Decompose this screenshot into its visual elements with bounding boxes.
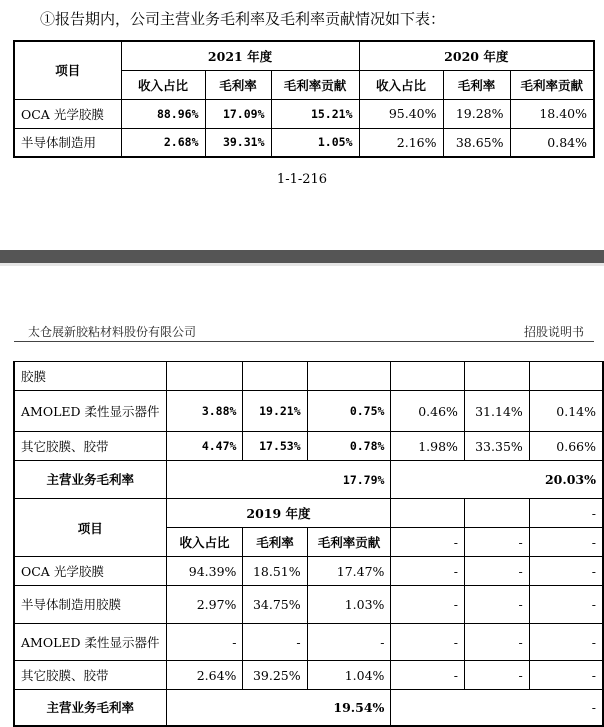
cell: 0.46% — [391, 391, 464, 432]
year-2019-header: 2019 年度 — [166, 499, 391, 528]
cell — [166, 362, 243, 391]
cell: 1.03% — [307, 586, 391, 624]
col-header: 毛利率贡献 — [307, 528, 391, 557]
total-value-2021: 17.79% — [166, 461, 391, 499]
cell — [464, 362, 529, 391]
cell: - — [529, 624, 603, 661]
total-row — [14, 690, 603, 726]
row-label: OCA 光学胶膜 — [14, 99, 121, 128]
table-row — [14, 661, 603, 690]
cell: 88.96% — [121, 99, 205, 128]
cell: 39.25% — [243, 661, 307, 690]
year-2020-header: 2020 年度 — [359, 41, 594, 70]
cell: 18.40% — [510, 99, 594, 128]
cell: 1.05% — [271, 128, 359, 157]
row-label: 其它胶膜、胶带 — [14, 661, 166, 690]
cell: 3.88% — [166, 391, 243, 432]
col-header: 毛利率 — [205, 70, 271, 99]
cell: - — [464, 557, 529, 586]
cell: 1.98% — [391, 432, 464, 461]
table-row — [14, 99, 594, 128]
cell: 0.84% — [510, 128, 594, 157]
cell: - — [391, 528, 464, 557]
cell: - — [529, 586, 603, 624]
cell: 38.65% — [443, 128, 510, 157]
document-title: 招股说明书 — [523, 325, 584, 339]
cell: 34.75% — [243, 586, 307, 624]
col-header: 毛利率 — [243, 528, 307, 557]
cell: 31.14% — [464, 391, 529, 432]
row-label: OCA 光学胶膜 — [14, 557, 166, 586]
header-row-years — [14, 41, 594, 70]
row-label: 其它胶膜、胶带 — [14, 432, 166, 461]
cell — [529, 362, 603, 391]
cell: - — [391, 586, 464, 624]
cell: - — [391, 624, 464, 661]
cell: 94.39% — [166, 557, 243, 586]
intro-text: ①报告期内，公司主营业务毛利率及毛利率贡献情况如下表： — [40, 10, 446, 28]
cell: 19.28% — [443, 99, 510, 128]
cell: 15.21% — [271, 99, 359, 128]
cell: - — [307, 624, 391, 661]
table-row — [14, 362, 603, 391]
gross-margin-table-part1 — [13, 40, 595, 158]
row-label: 半导体制造用胶膜 — [14, 586, 166, 624]
cell — [307, 362, 391, 391]
cell: - — [464, 528, 529, 557]
cell: 4.47% — [166, 432, 243, 461]
cell: 95.40% — [359, 99, 443, 128]
cell: - — [529, 528, 603, 557]
table-row — [14, 624, 603, 661]
cell: 39.31% — [205, 128, 271, 157]
gross-margin-table-part2 — [13, 361, 604, 727]
cell — [243, 362, 307, 391]
company-name: 太仓展新胶粘材料股份有限公司 — [28, 325, 197, 339]
cell: 2.16% — [359, 128, 443, 157]
page-break-bar — [0, 250, 604, 263]
cell: 0.14% — [529, 391, 603, 432]
table-row — [14, 391, 603, 432]
row-label: 半导体制造用 — [14, 128, 121, 157]
cell: - — [391, 661, 464, 690]
total-label: 主营业务毛利率 — [14, 461, 166, 499]
header-row-years — [14, 499, 603, 528]
table-row — [14, 586, 603, 624]
total-label: 主营业务毛利率 — [14, 690, 166, 726]
col-header: 收入占比 — [166, 528, 243, 557]
cell: - — [464, 586, 529, 624]
cell: - — [529, 557, 603, 586]
page-number: 1-1-216 — [276, 172, 328, 187]
cell: - — [464, 624, 529, 661]
col-header: 毛利率 — [443, 70, 510, 99]
cell: 0.78% — [307, 432, 391, 461]
row-label: AMOLED 柔性显示器件 — [14, 391, 166, 432]
row-label: AMOLED 柔性显示器件 — [14, 624, 166, 661]
cell: 17.47% — [307, 557, 391, 586]
cell: - — [391, 690, 603, 726]
cell: 2.68% — [121, 128, 205, 157]
table-row — [14, 557, 603, 586]
item-header: 项目 — [14, 41, 121, 99]
col-header: 毛利率贡献 — [510, 70, 594, 99]
table-row — [14, 432, 603, 461]
year-2021-header: 2021 年度 — [121, 41, 359, 70]
cell — [464, 499, 529, 528]
cell: - — [464, 661, 529, 690]
cell: 19.21% — [243, 391, 307, 432]
total-row — [14, 461, 603, 499]
cell: 17.53% — [243, 432, 307, 461]
cell: 0.66% — [529, 432, 603, 461]
col-header: 收入占比 — [121, 70, 205, 99]
cell: 1.04% — [307, 661, 391, 690]
cell: - — [166, 624, 243, 661]
cell: 33.35% — [464, 432, 529, 461]
total-value-2019: 19.54% — [166, 690, 391, 726]
cell: - — [391, 557, 464, 586]
page-break-shadow — [0, 263, 604, 266]
cell: 2.97% — [166, 586, 243, 624]
item-header: 项目 — [14, 499, 166, 557]
header-rule — [14, 341, 594, 342]
cell: 0.75% — [307, 391, 391, 432]
cell: - — [243, 624, 307, 661]
table-row — [14, 128, 594, 157]
cell: - — [529, 661, 603, 690]
row-label: 胶膜 — [14, 362, 166, 391]
cell — [391, 362, 464, 391]
cell: 18.51% — [243, 557, 307, 586]
total-value-2020: 20.03% — [391, 461, 603, 499]
cell: - — [529, 499, 603, 528]
cell — [391, 499, 464, 528]
cell: 17.09% — [205, 99, 271, 128]
col-header: 收入占比 — [359, 70, 443, 99]
col-header: 毛利率贡献 — [271, 70, 359, 99]
cell: 2.64% — [166, 661, 243, 690]
